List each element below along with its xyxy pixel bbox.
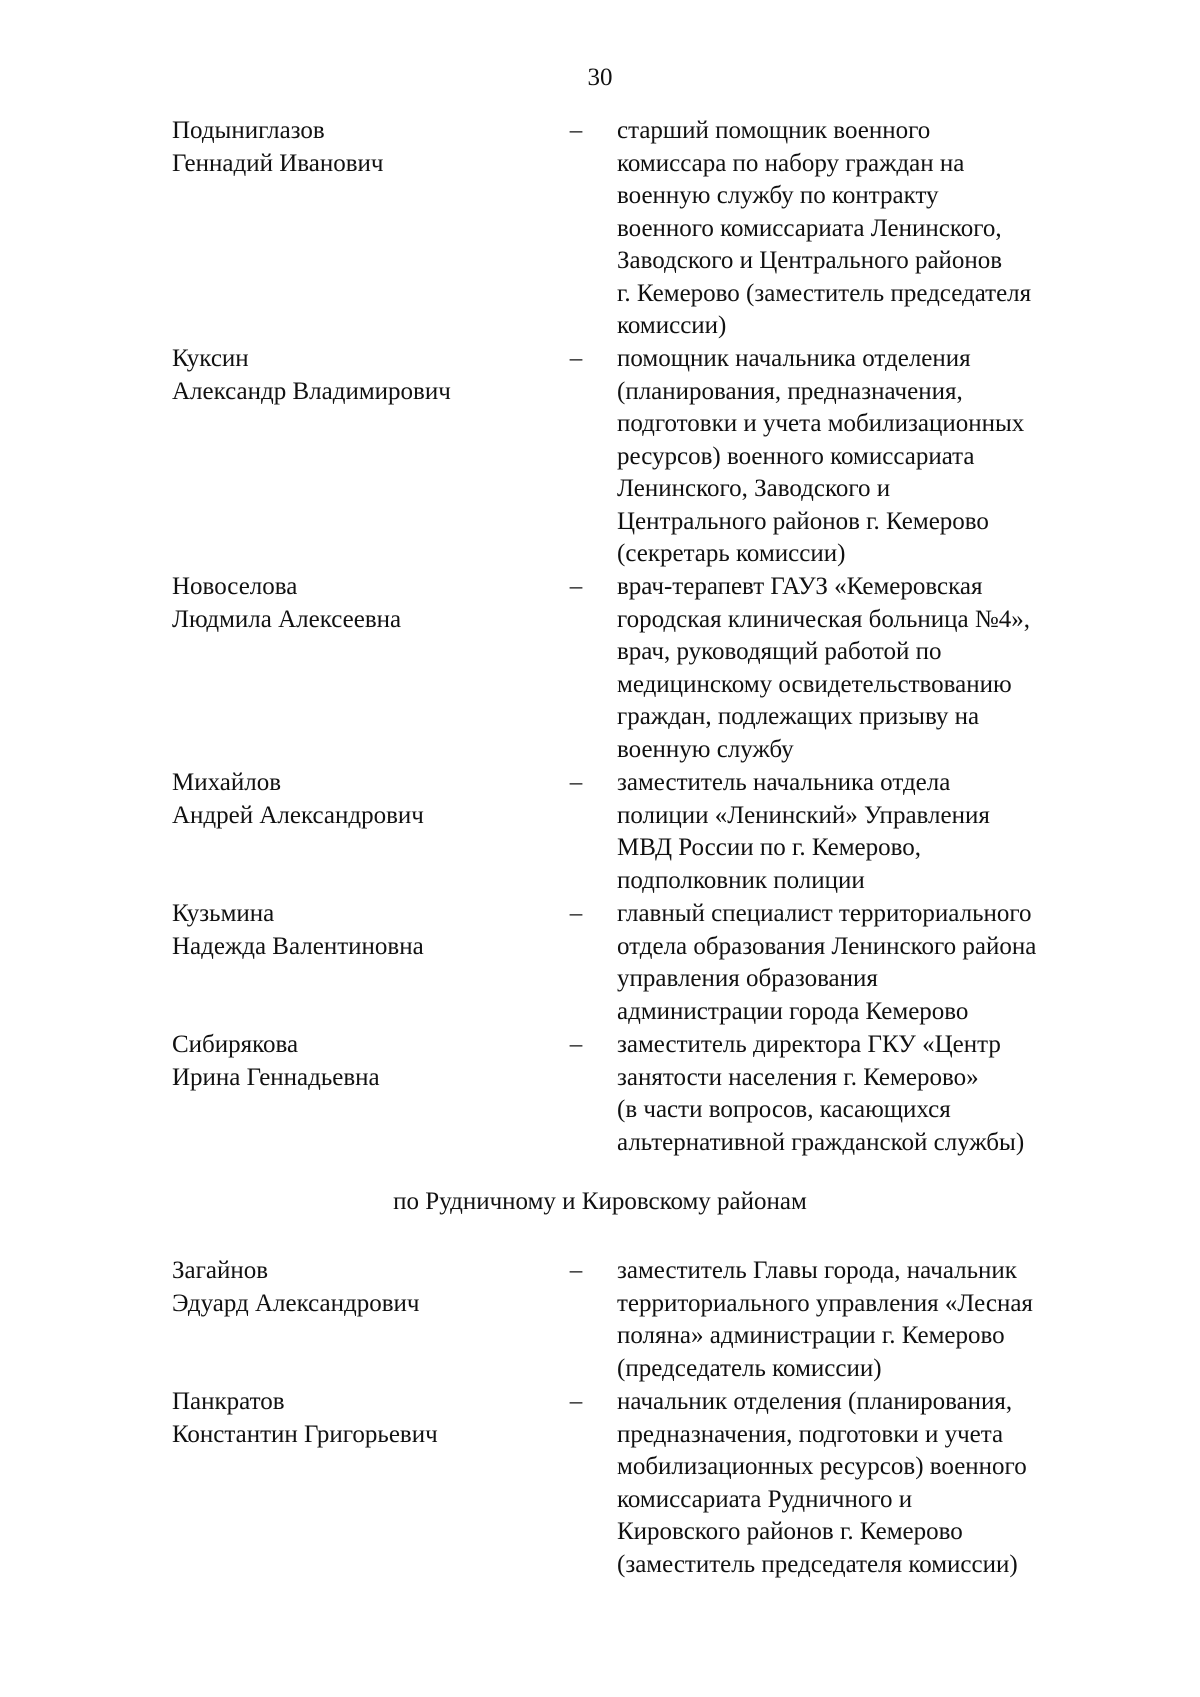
duty-line: территориального управления «Лесная <box>617 1289 1033 1317</box>
duty-line: военную службу <box>617 735 794 763</box>
separator-dash: – <box>569 900 583 927</box>
separator-dash: – <box>569 573 583 600</box>
member-duty <box>617 343 1157 571</box>
separator-dash: – <box>569 1388 583 1415</box>
duty-line: (в части вопросов, касающихся <box>617 1096 951 1123</box>
member-surname: Сибирякова <box>172 1031 299 1058</box>
duty-line: Заводского и Центрального районов <box>617 247 1003 274</box>
duty-line: городская клиническая больница №4», <box>617 605 1030 633</box>
duty-line: врач-терапевт ГАУЗ «Кемеровская <box>617 573 983 600</box>
member-name <box>172 571 552 636</box>
duty-line: начальник отделения (планирования, <box>617 1388 1013 1415</box>
member-duty <box>617 1386 1157 1581</box>
member-surname: Кузьмина <box>172 900 275 927</box>
separator-dash: – <box>569 769 583 796</box>
duty-line: отдела образования Ленинского района <box>617 932 1037 960</box>
member-duty <box>617 115 1157 343</box>
duty-line: альтернативной гражданской службы) <box>617 1128 1025 1156</box>
separator-dash: – <box>569 1257 583 1284</box>
member-given-names: Андрей Александрович <box>172 801 424 829</box>
member-given-names: Эдуард Александрович <box>172 1289 420 1317</box>
member-given-names: Надежда Валентиновна <box>172 932 424 960</box>
member-name <box>172 1255 552 1320</box>
duty-line: заместитель директора ГКУ «Центр <box>617 1031 1001 1058</box>
member-surname: Панкратов <box>172 1388 285 1415</box>
duty-line: администрации города Кемерово <box>617 997 969 1025</box>
duty-line: военного комиссариата Ленинского, <box>617 214 1002 242</box>
section-heading: по Рудничному и Кировскому районам <box>393 1188 807 1215</box>
duty-line: г. Кемерово (заместитель председателя <box>617 279 1032 307</box>
duty-line: подготовки и учета мобилизационных <box>617 410 1025 437</box>
member-duty <box>617 1255 1157 1385</box>
member-duty <box>617 898 1157 1028</box>
page-number: 30 <box>587 64 613 91</box>
duty-line: Ленинского, Заводского и <box>617 475 891 502</box>
duty-line: медицинскому освидетельствованию <box>617 670 1012 698</box>
member-name <box>172 1386 552 1451</box>
duty-line: комиссара по набору граждан на <box>617 149 965 177</box>
member-name <box>172 115 552 180</box>
member-given-names: Геннадий Иванович <box>172 149 384 177</box>
duty-line: (секретарь комиссии) <box>617 540 846 567</box>
duty-line: заместитель начальника отдела <box>617 769 951 796</box>
member-given-names: Константин Григорьевич <box>172 1420 438 1448</box>
duty-line: военную службу по контракту <box>617 182 939 209</box>
member-given-names: Александр Владимирович <box>172 377 451 405</box>
member-duty <box>617 1029 1157 1159</box>
duty-line: (заместитель председателя комиссии) <box>617 1550 1018 1578</box>
duty-line: МВД России по г. Кемерово, <box>617 834 922 861</box>
duty-line: ресурсов) военного комиссариата <box>617 442 975 470</box>
member-surname: Куксин <box>172 345 249 372</box>
duty-line: управления образования <box>617 965 878 992</box>
separator-dash: – <box>569 345 583 372</box>
duty-line: Центрального районов г. Кемерово <box>617 507 989 535</box>
member-name <box>172 767 552 832</box>
member-duty <box>617 767 1157 897</box>
duty-line: заместитель Главы города, начальник <box>617 1257 1017 1284</box>
duty-line: старший помощник военного <box>617 117 931 144</box>
separator-dash: – <box>569 1031 583 1058</box>
duty-line: занятости населения г. Кемерово» <box>617 1063 979 1091</box>
duty-line: предназначения, подготовки и учета <box>617 1420 1004 1448</box>
member-given-names: Людмила Алексеевна <box>172 605 402 633</box>
member-name <box>172 343 552 408</box>
duty-line: врач, руководящий работой по <box>617 638 942 665</box>
duty-line: поляна» администрации г. Кемерово <box>617 1322 1005 1349</box>
duty-line: комиссариата Рудничного и <box>617 1485 913 1513</box>
duty-line: помощник начальника отделения <box>617 345 971 372</box>
member-surname: Новоселова <box>172 573 298 600</box>
duty-line: мобилизационных ресурсов) военного <box>617 1453 1027 1480</box>
member-name <box>172 1029 552 1094</box>
member-surname: Подыниглазов <box>172 117 325 144</box>
member-duty <box>617 571 1157 766</box>
separator-dash: – <box>569 117 583 144</box>
member-name <box>172 898 552 963</box>
duty-line: полиции «Ленинский» Управления <box>617 801 990 829</box>
duty-line: (председатель комиссии) <box>617 1354 882 1382</box>
duty-line: (планирования, предназначения, <box>617 377 963 405</box>
duty-line: граждан, подлежащих призыву на <box>617 703 980 730</box>
duty-line: главный специалист территориального <box>617 900 1032 927</box>
member-given-names: Ирина Геннадьевна <box>172 1063 380 1091</box>
member-surname: Загайнов <box>172 1257 269 1284</box>
duty-line: подполковник полиции <box>617 866 865 894</box>
member-surname: Михайлов <box>172 769 282 796</box>
duty-line: Кировского районов г. Кемерово <box>617 1518 963 1545</box>
duty-line: комиссии) <box>617 312 727 339</box>
